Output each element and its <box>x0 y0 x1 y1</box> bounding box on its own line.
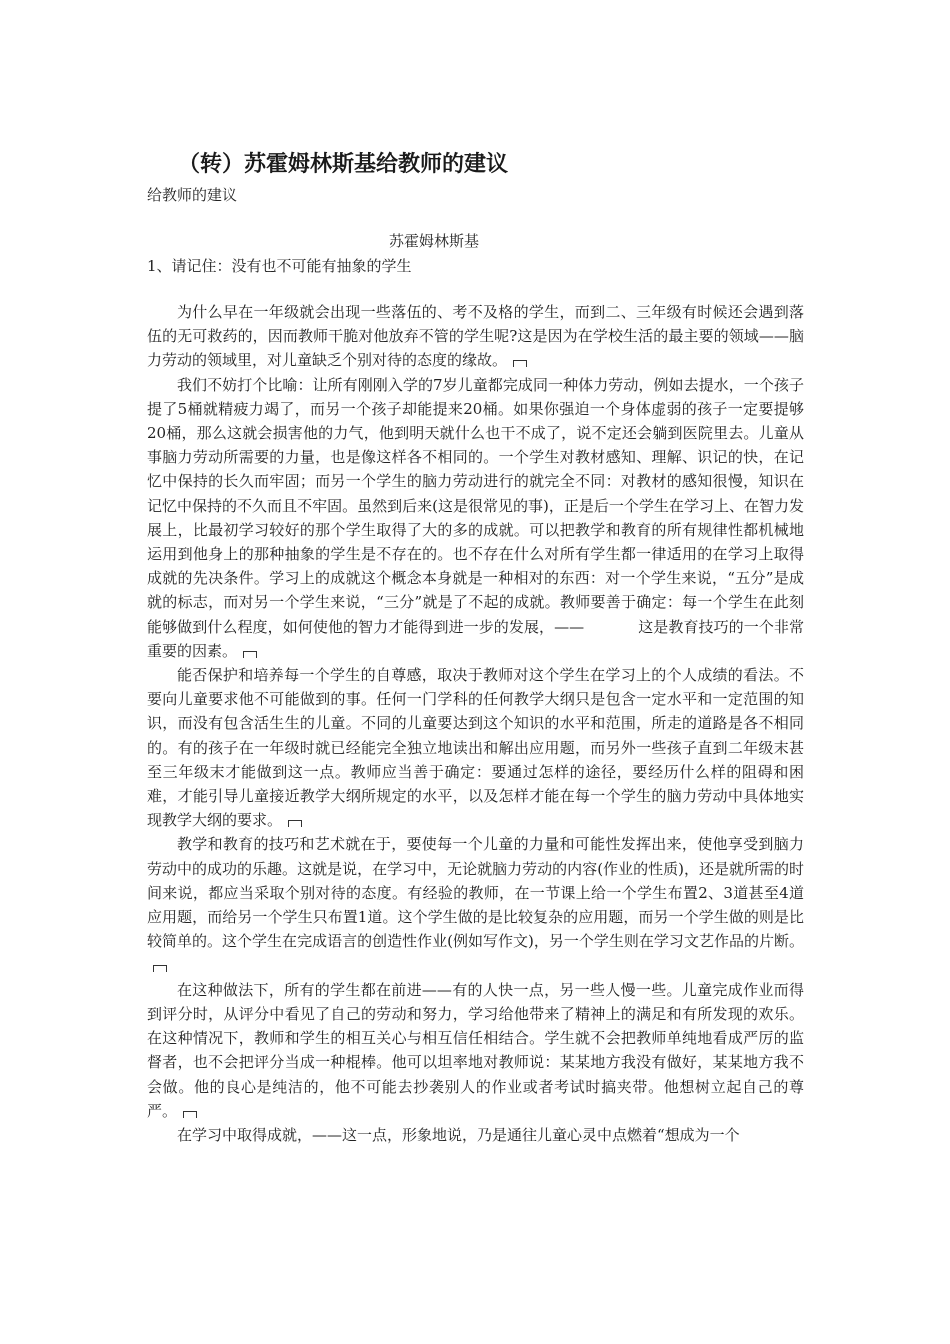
paragraph-mark-icon <box>183 1111 197 1118</box>
paragraph-mark-icon <box>243 651 257 658</box>
paragraph <box>147 663 804 832</box>
document-body <box>147 300 804 1147</box>
paragraph-mark-icon <box>513 360 527 367</box>
paragraph-text: 这是教育技巧的一个非常重要的因素。 <box>147 617 804 660</box>
paragraph-mark-icon <box>153 965 167 972</box>
section-heading: 1、请记住：没有也不可能有抽象的学生 <box>147 257 412 275</box>
paragraph-text: 我们不妨打个比喻：让所有刚刚入学的7岁儿童都完成同一种体力劳动，例如去提水，一个孩子提了5桶就精疲力竭了，而另一个孩子却能提来20桶。如果你强迫一个身体虚弱的孩子一定要提够20桶，那么这就会损害他的力气，他到明天就什么也干不成了，说不定还会躺到医院里去。儿童从事脑力劳动所需要的力量，也是像这样各不相同的。一个学生对教材感知、理解、识记的快，在记忆中保持的长久而牢固；而另一个学生的脑力劳动进行的就完全不同：对教材的感知很慢，知识在记忆中保持的不久而且不牢固。虽然到后来(这是很常见的事)，正是后一个学生在学习上、在智力发展上，比最初学习较好的那个学生取得了大的多的成就。可以把教学和教育的所有规律性都机械地运用到他身上的那种抽象的学生是不存在的。也不存在什么对所有学生都一律适用的在学习上取得成就的先决条件。学习上的成就这个概念本身就是一种相对的东西：对一个学生来说，“五分”是成就的标志，而对另一个学生来说，“三分”就是了不起的成就。教师要善于确定：每一个学生在此刻能够做到什么程度，如何使他的智力才能得到进一步的发展，—— <box>147 375 804 636</box>
author-name: 苏霍姆林斯基 <box>389 232 480 250</box>
paragraph <box>147 300 804 373</box>
paragraph-mark-icon <box>288 820 302 827</box>
document-subtitle: 给教师的建议 <box>147 186 238 204</box>
paragraph-text: 在学习中取得成就，——这一点，形象地说，乃是通往儿童心灵中点燃着“想成为一个 <box>177 1125 740 1144</box>
paragraph-text: 教学和教育的技巧和艺术就在于，要使每一个儿童的力量和可能性发挥出来，使他享受到脑力劳动中的成功的乐趣。这就是说，在学习中，无论就脑力劳动的内容(作业的性质)，还是就所需的时间来说，都应当采取个别对待的态度。有经验的教师，在一节课上给一个学生布置2、3道甚至4道应用题，而给另一个学生只布置1道。这个学生做的是比较复杂的应用题，而另一个学生做的则是比较简单的。这个学生在完成语言的创造性作业(例如写作文)，另一个学生则在学习文艺作品的片断。 <box>147 835 804 951</box>
document-title: （转）苏霍姆林斯基给教师的建议 <box>178 152 509 177</box>
paragraph <box>147 978 804 1123</box>
paragraph-text: 在这种做法下，所有的学生都在前进——有的人快一点，另一些人慢一些。儿童完成作业而得到评分时，从评分中看见了自己的劳动和努力，学习给他带来了精神上的满足和有所发现的欢乐。在这种情况下，教师和学生的相互关心与相互信任相结合。学生就不会把教师单纯地看成严厉的监督者，也不会把评分当成一种棍棒。他可以坦率地对教师说：某某地方我没有做好，某某地方我不会做。他的良心是纯洁的，他不可能去抄袭别人的作业或者考试时搞夹带。他想树立起自己的尊严。 <box>147 980 804 1120</box>
paragraph <box>147 1123 804 1147</box>
paragraph-text: 为什么早在一年级就会出现一些落伍的、考不及格的学生，而到二、三年级有时候还会遇到落伍的无可救药的，因而教师干脆对他放弃不管的学生呢?这是因为在学校生活的最主要的领域——脑力劳动的领域里，对儿童缺乏个别对待的态度的缘故。 <box>147 303 804 370</box>
paragraph-text: 能否保护和培养每一个学生的自尊感，取决于教师对这个学生在学习上的个人成绩的看法。不要向儿童要求他不可能做到的事。任何一门学科的任何教学大纲只是包含一定水平和一定范围的知识，而没有包含活生生的儿童。不同的儿童要达到这个知识的水平和范围，所走的道路是各不相同的。有的孩子在一年级时就已经能完全独立地读出和解出应用题，而另外一些孩子直到二年级末甚至三年级末才能做到这一点。教师应当善于确定：要通过怎样的途径，要经历什么样的阻碍和困难，才能引导儿童接近教学大纲所规定的水平，以及怎样才能在每一个学生的脑力劳动中具体地实现教学大纲的要求。 <box>147 666 804 830</box>
paragraph <box>147 832 804 977</box>
paragraph <box>147 373 804 663</box>
